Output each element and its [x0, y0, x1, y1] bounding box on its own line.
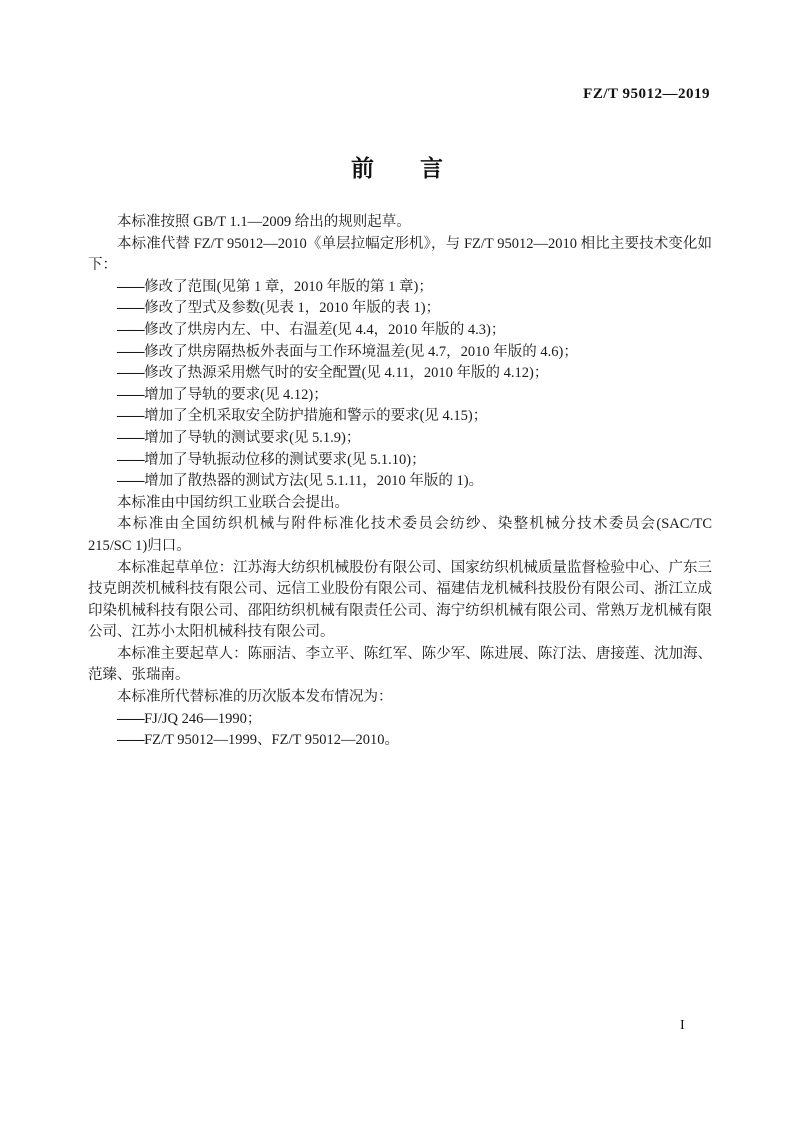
change-list-item	[88, 428, 712, 450]
change-list-item-text: 增加了导轨的测试要求(见 5.1.9)；	[144, 429, 361, 446]
change-list-item	[88, 363, 712, 385]
change-list-item-text: FJ/JQ 246—1990；	[144, 710, 262, 727]
change-list-item-text: 修改了型式及参数(见表 1，2010 年版的表 1)；	[144, 300, 441, 317]
change-list-item	[88, 709, 712, 731]
change-list-item-text: 增加了散热器的测试方法(见 5.1.11，2010 年版的 1)。	[144, 473, 484, 490]
dash-prefix: ——	[117, 343, 144, 360]
change-list-item	[88, 406, 712, 428]
change-list-item	[88, 277, 712, 299]
change-list-item	[88, 385, 712, 407]
page-number: I	[680, 1018, 685, 1033]
change-list-item-text: 增加了全机采取安全防护措施和警示的要求(见 4.15)；	[144, 408, 488, 425]
dash-prefix: ——	[117, 408, 144, 425]
change-list-item	[88, 730, 712, 752]
dash-prefix: ——	[117, 300, 144, 317]
paragraph: 本标准起草单位：江苏海大纺织机械股份有限公司、国家纺织机械质量监督检验中心、广东三技克朗茨机械科技有限公司、远信工业股份有限公司、福建佶龙机械科技股份有限公司、浙江立成印染机械科技有限公司、邵阳纺织机械有限责任公司、海宁纺织机械有限公司、常熟万龙机械有限公司、江苏小太阳机械科技有限公司。	[88, 559, 712, 641]
dash-prefix: ——	[117, 429, 144, 446]
change-list-item-text: FZ/T 95012—1999、FZ/T 95012—2010。	[144, 732, 399, 749]
change-list-item	[88, 342, 712, 364]
dash-prefix: ——	[117, 365, 144, 382]
paragraph: 本标准按照 GB/T 1.1—2009 给出的规则起草。	[117, 214, 411, 230]
document-title: 前 言	[351, 156, 443, 181]
change-list-item-text: 增加了导轨的要求(见 4.12)；	[144, 386, 328, 403]
dash-prefix: ——	[117, 321, 144, 338]
change-list-item	[88, 320, 712, 342]
dash-prefix: ——	[117, 386, 144, 403]
paragraph: 本标准由中国纺织工业联合会提出。	[117, 494, 349, 511]
dash-prefix: ——	[117, 451, 144, 468]
change-list-item-text: 修改了范围(见第 1 章，2010 年版的第 1 章)；	[144, 278, 433, 295]
dash-prefix: ——	[117, 473, 144, 490]
foreword-body	[88, 212, 712, 752]
change-list-item	[88, 298, 712, 320]
change-list-item-text: 修改了热源采用燃气时的安全配置(见 4.11，2010 年版的 4.12)；	[144, 365, 549, 382]
paragraph: 本标准代替 FZ/T 95012—2010《单层拉幅定形机》，与 FZ/T 95012—2010 相比主要技术变化如下：	[88, 235, 712, 274]
change-list-item	[88, 450, 712, 472]
paragraph: 本标准所代替标准的历次版本发布情况为：	[117, 689, 393, 706]
paragraph: 本标准主要起草人：陈丽洁、李立平、陈红军、陈少军、陈进展、陈汀法、唐接莲、沈加海、范臻、张瑞南。	[88, 645, 712, 684]
dash-prefix: ——	[117, 278, 144, 295]
standard-code-header: FZ/T 95012—2019	[583, 86, 710, 102]
change-list-item-text: 修改了烘房隔热板外表面与工作环境温差(见 4.7，2010 年版的 4.6)；	[144, 343, 578, 360]
change-list-item-text: 增加了导轨振动位移的测试要求(见 5.1.10)；	[144, 451, 426, 468]
dash-prefix: ——	[117, 732, 144, 749]
change-list-item-text: 修改了烘房内左、中、右温差(见 4.4，2010 年版的 4.3)；	[144, 321, 506, 338]
dash-prefix: ——	[117, 710, 144, 727]
paragraph: 本标准由全国纺织机械与附件标准化技术委员会纺纱、染整机械分技术委员会(SAC/TC 215/SC 1)归口。	[88, 516, 712, 554]
change-list-item	[88, 471, 712, 493]
